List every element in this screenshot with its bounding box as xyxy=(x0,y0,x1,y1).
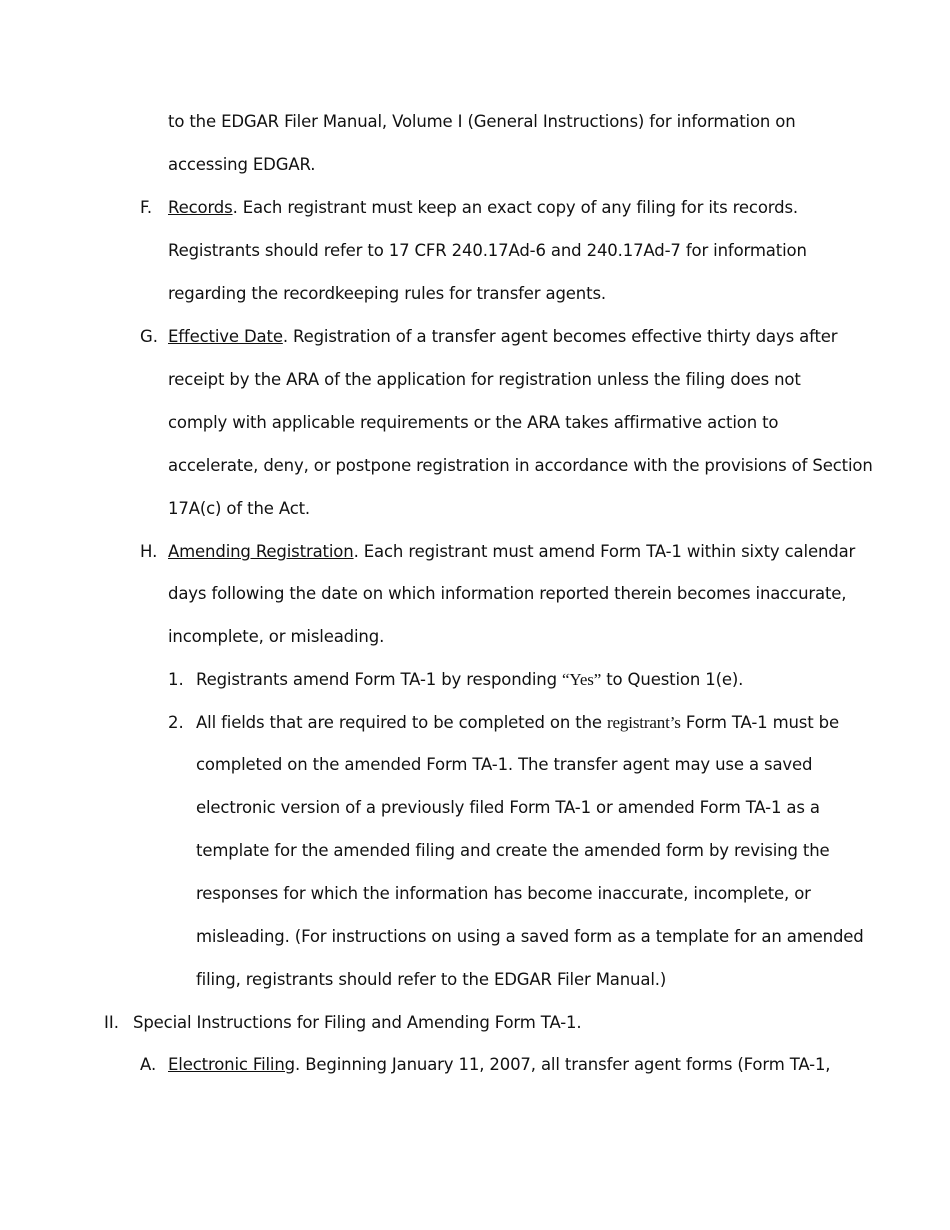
section-heading-records: Records xyxy=(168,198,233,217)
line-text: to Question 1(e). xyxy=(601,670,744,689)
line-text: regarding the recordkeeping rules for transfer agents. xyxy=(168,284,606,303)
list-marker: G. xyxy=(140,327,159,346)
numbered-item-2 xyxy=(196,713,839,733)
body-text-line xyxy=(168,627,384,647)
line-text: All fields that are required to be completed on the xyxy=(196,713,607,732)
line-text: filing, registrants should refer to the EDGAR Filer Manual.) xyxy=(196,970,667,989)
body-text-line xyxy=(168,584,846,604)
body-text-line xyxy=(196,970,666,990)
line-text: completed on the amended Form TA-1. The transfer agent may use a saved xyxy=(196,755,813,774)
line-text: days following the date on which information reported therein becomes inaccurate, xyxy=(168,584,847,603)
line-text: incomplete, or misleading. xyxy=(168,627,385,646)
line-text: template for the amended filing and create the amended form by revising the xyxy=(196,841,830,860)
line-text: . Each registrant must keep an exact copy of any filing for its records. xyxy=(232,198,798,217)
section-heading-amending-registration: Amending Registration xyxy=(168,542,354,561)
quoted-yes: “Yes” xyxy=(562,670,602,689)
body-text-line xyxy=(168,241,807,261)
body-text-line xyxy=(196,927,864,947)
line-text: accessing EDGAR. xyxy=(168,155,316,174)
section-heading-electronic-filing: Electronic Filing xyxy=(168,1055,296,1074)
list-marker: H. xyxy=(140,542,158,561)
section-f-records xyxy=(168,198,798,218)
body-text-line xyxy=(168,499,310,519)
line-text: 17A(c) of the Act. xyxy=(168,499,311,518)
body-text-line xyxy=(168,456,873,476)
section-heading-text: Special Instructions for Filing and Amending Form TA-1. xyxy=(133,1013,582,1032)
line-text: Registrants amend Form TA-1 by responding xyxy=(196,670,563,689)
list-marker: F. xyxy=(140,198,153,217)
body-text-line xyxy=(168,112,796,132)
body-text-line xyxy=(196,884,811,904)
body-text-line xyxy=(196,841,830,861)
body-text-line xyxy=(168,413,778,433)
numbered-item-1 xyxy=(196,670,743,690)
section-ii-heading xyxy=(133,1013,581,1033)
line-text: . Each registrant must amend Form TA-1 within sixty calendar xyxy=(353,542,856,561)
body-text-line xyxy=(168,284,606,304)
section-h-amending-registration xyxy=(168,542,855,562)
section-a-electronic-filing xyxy=(168,1055,830,1075)
section-g-effective-date xyxy=(168,327,837,347)
section-heading-effective-date: Effective Date xyxy=(168,327,283,346)
list-marker: 2. xyxy=(168,713,184,732)
list-marker: 1. xyxy=(168,670,184,689)
line-text: comply with applicable requirements or the ARA takes affirmative action to xyxy=(168,413,779,432)
list-marker: A. xyxy=(140,1055,157,1074)
line-text: receipt by the ARA of the application for registration unless the filing does not xyxy=(168,370,801,389)
line-text: . Registration of a transfer agent becomes effective thirty days after xyxy=(282,327,838,346)
body-text-line xyxy=(168,155,315,175)
roman-marker: II. xyxy=(104,1013,119,1032)
line-text: responses for which the information has become inaccurate, incomplete, or xyxy=(196,884,811,903)
registrants-word: registrant’s xyxy=(607,713,681,732)
line-text: Registrants should refer to 17 CFR 240.17Ad-6 and 240.17Ad-7 for information xyxy=(168,241,807,260)
body-text-line xyxy=(196,798,820,818)
body-text-line xyxy=(196,755,812,775)
line-text: . Beginning January 11, 2007, all transfer agent forms (Form TA-1, xyxy=(295,1055,831,1074)
line-text: Form TA-1 must be xyxy=(680,713,839,732)
line-text: accelerate, deny, or postpone registration in accordance with the provisions of Section xyxy=(168,456,873,475)
body-text-line xyxy=(168,370,801,390)
line-text: to the EDGAR Filer Manual, Volume I (General Instructions) for information on xyxy=(168,112,796,131)
line-text: misleading. (For instructions on using a saved form as a template for an amended xyxy=(196,927,864,946)
line-text: electronic version of a previously filed Form TA-1 or amended Form TA-1 as a xyxy=(196,798,820,817)
